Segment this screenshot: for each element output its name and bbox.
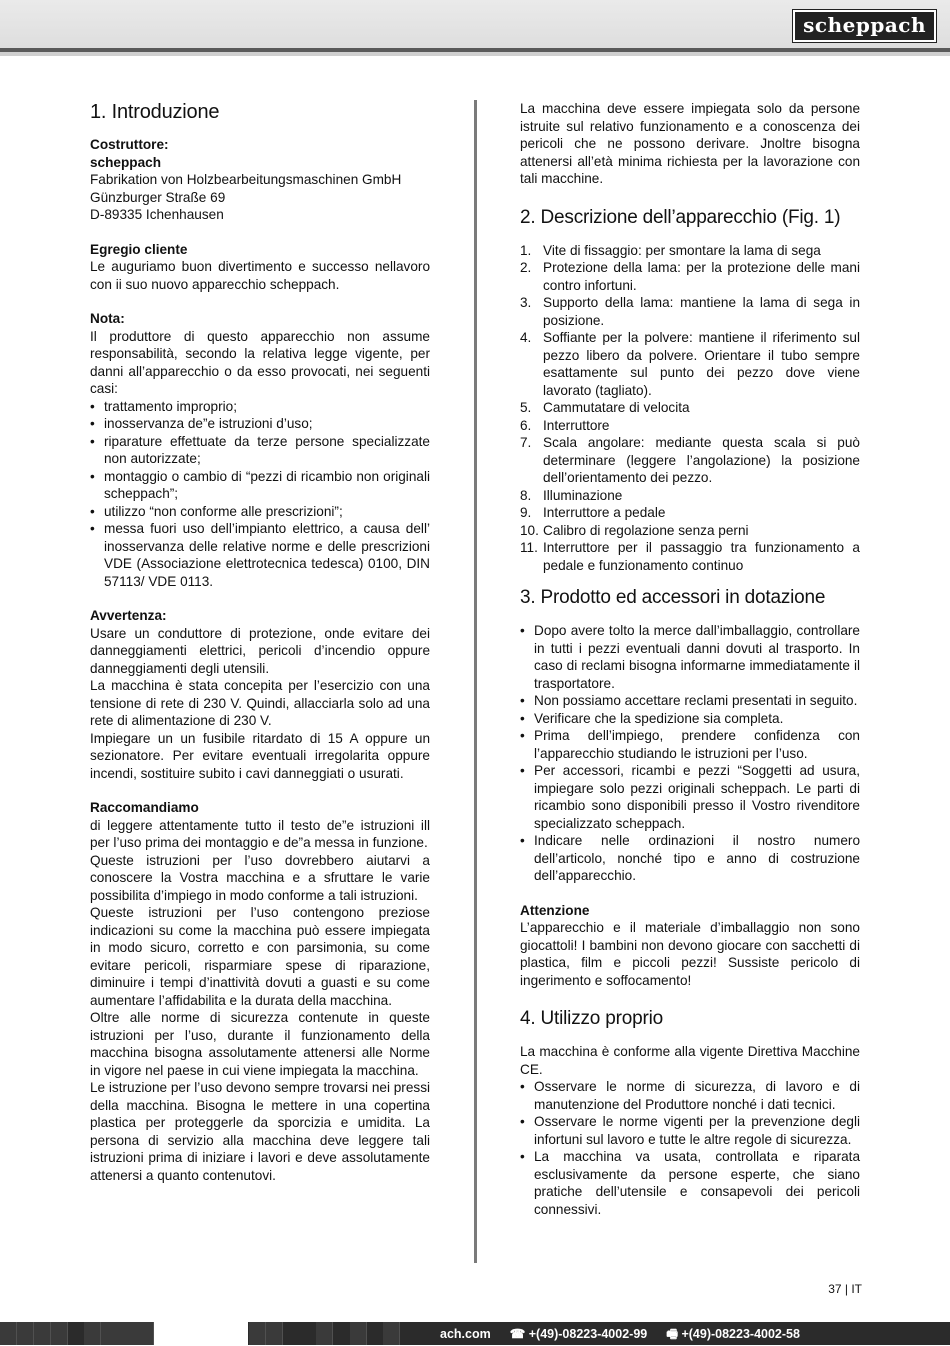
recommend-paragraph: Oltre alle norme di sicurezza contenute in queste istruzioni per l’uso, durante il funzionamento della macchina bisogna assolutamente attenersi alle Norme in vigore nel paese in cui viene impiegata la macchina. [90,1010,430,1078]
list-item: • montaggio o cambio di “pezzi di ricambio non originali scheppach”; [90,468,430,503]
list-item: 11. Interruttore per il passaggio tra funzionamento a pedale e funzionamento continuo [520,540,860,573]
brand-logo: scheppach [793,10,936,42]
list-item: • Prima dell’impiego, prendere confidenza con l’apparecchio studiando le istruzioni per l’uso. [520,727,860,762]
attention-label: Attenzione [520,902,590,918]
list-item: • La macchina va usata, controllata e riparata esclusivamente da persone esperte, che siano pratiche dell’utensile e consapevoli dei pericoli connessivi. [520,1148,860,1218]
note-list [90,398,430,591]
left-column [90,100,430,1184]
recommend-paragraph: Queste istruzioni per l’uso dovrebbero aiutarvi a conoscere la Vostra macchina e a sfruttare le varie possibilita d’impiego in modo conforme a tali istruzioni. [90,852,430,903]
parts-list [520,242,860,575]
delivery-list [520,622,860,885]
list-item: • inosservanza de”e istruzioni d’uso; [90,415,430,433]
recommend-label: Raccomandiamo [90,800,199,815]
page-number: 37 | IT [828,1282,862,1296]
address-line: Fabrikation von Holzbearbeitungsmaschinen GmbH [90,172,402,187]
list-item: • Per accessori, ricambi e pezzi “Soggetti ad usura, impiegare solo pezzi originali scheppach. Le parti di ricambio sono disponibili presso il Vostro rivenditore specializzato scheppach. [520,762,860,832]
address-line: Günzburger Straße 69 [90,189,226,205]
list-item: 8. Illuminazione [520,487,623,503]
list-item: • riparature effettuate da terze persone specializzate non autorizzate; [90,433,430,468]
intro-paragraph: La macchina deve essere impiegata solo da persone istruite sul relativo funzionamento e a conoscenza dei pericoli che ne possono derivare. Jnoltre bisogna attenersi all’età minima richiesta per la lavorazione con tali macchine. [520,101,860,186]
right-column [520,100,860,1218]
note-text: Il produttore di questo apparecchio non assume responsabilità, secondo la relativa legge vigente, per danni all’apparecchio o da esso provocati, nei seguenti casi: [90,328,430,396]
attention-text: L’apparecchio e il materiale d’imballaggio non sono giocattoli! I bambini non devono giocare con sacchetti di plastica, film e piccoli pezzi! Sussiste pericolo di ingerimento e soffocamento! [520,920,860,988]
dear-customer-text: Le auguriamo buon divertimento e successo nellavoro con ii suo nuovo apparecchio scheppach. [90,259,430,292]
list-item: • Non possiamo accettare reclami presentati in seguito. [520,692,860,710]
section-3-title: 3. Prodotto ed accessori in dotazione [520,587,826,608]
recommend-paragraph: Le istruzione per l’uso devono sempre trovarsi nei pressi della macchina. Bisogna le mettere in una copertina plastica per proteggerle da sporcizia e umidita. La persona di servizio alla macchina deve leggere tali istruzioni prima di iniziare i lavori e deve assolutamente attenersi a quanto contenutovi. [90,1080,431,1183]
list-item: • utilizzo “non conforme alle prescrizioni”; [90,503,430,521]
list-item: • Dopo avere tolto la merce dall’imballaggio, controllare in tutti i pezzi eventuali danni dovuti al trasporto. In caso di reclami bisogna informarne immediatamente il trasportatore. [520,622,860,692]
list-item: • trattamento improprio; [90,398,430,416]
warning-paragraph: Impiegare un un fusibile ritardato di 15 A oppure un sezionatore. Per evitare eventuali irregolarita oppure incendi, sostituire subito i cavi danneggiati o usurati. [90,730,430,781]
list-item: • Osservare le norme di sicurezza, di lavoro e di manutenzione del Produttore nonché i dati tecnici. [520,1078,860,1113]
section-2-title: 2. Descrizione dell’apparecchio (Fig. 1) [520,206,841,228]
list-item: • messa fuori uso dell’impianto elettrico, a causa dell’ inosservanza delle relative norme e delle prescrizioni VDE (Associazione elettrotecnica tedesca) 0100, DIN 57113/ VDE 0113. [90,520,430,590]
warning-paragraph: La macchina è stata concepita per l’esercizio con una tensione di rete di 230 V. Quindi, allacciarla solo ad una rete di alimentazione di 230 V. [90,678,430,728]
header-bar [0,0,950,52]
list-item: 7. Scala angolare: mediante questa scala si può determinare (leggere l’angolazione) la posizione dell’orientamento dei pezzo. [520,435,860,485]
address-line: D-89335 Ichenhausen [90,207,224,222]
recommend-paragraph: di leggere attentamente tutto il testo de”e istruzioni ill per l’uso prima dei montaggio e de”a messa in funzione. [90,817,430,850]
list-item: • Indicare nelle ordinazioni il nostro numero dell’articolo, nonché tipo e anno di costruzione dell’apparecchio. [520,832,860,885]
usage-intro: La macchina è conforme alla vigente Direttiva Macchine CE. [520,1044,860,1077]
website-link[interactable]: ach.com [440,1327,491,1341]
footer-bar [0,1322,950,1345]
list-item: 3. Supporto della lama: mantiene la lama di sega in posizione. [520,295,860,328]
section-4-title: 4. Utilizzo proprio [520,1008,663,1029]
list-item: • Osservare le norme vigenti per la prevenzione degli infortuni sul lavoro e tutte le altre regole di sicurezza. [520,1113,860,1148]
fax-number: 🖷 +(49)-08223-4002-58 [666,1327,800,1341]
list-item: 1. Vite di fissaggio: per smontare la lama di sega [520,242,821,258]
phone-number: ☎ +(49)-08223-4002-99 [509,1327,648,1341]
warning-label: Avvertenza: [90,608,167,623]
list-item: 2. Protezione della lama: per la protezione delle mani contro infortuni. [520,260,860,293]
manufacturer-label: Costruttore: [90,137,169,152]
usage-list [520,1078,860,1218]
footer-contact [440,1325,800,1346]
list-item: 4. Soffiante per la polvere: mantiene il riferimento sul pezzo libero da polvere. Orientare il tubo sempre esattamente sul punto dei pezzo dove viene lavorato (tagliato). [520,330,860,398]
list-item: 6. Interruttore [520,417,610,433]
footer-white-block [154,1322,248,1345]
warning-paragraph: Usare un conduttore di protezione, onde evitare dei danneggiamenti elettrici, pericoli d’incendio oppure danneggiamenti degli utensili. [90,625,430,676]
section-1-title: 1. Introduzione [90,101,220,123]
list-item: 5. Cammutatare di velocita [520,400,690,415]
list-item: • Verificare che la spedizione sia completa. [520,710,860,728]
note-label: Nota: [90,311,125,326]
column-divider [474,100,477,1263]
list-item: 9. Interruttore a pedale [520,505,666,520]
dear-customer-label: Egregio cliente [90,241,188,257]
list-item: 10. Calibro di regolazione senza perni [520,522,749,538]
recommend-paragraph: Queste istruzioni per l’uso contengono preziose indicazioni su come la macchina può essere impiegata in modo sicuro, corretto e con parsimonia, su come evitare pericoli, risparmiare spese di riparazione, diminuire i tempi d’inattività dovuti a guasti e su come aumentare l’affidabilita e la durata della macchina. [90,905,430,1008]
manufacturer-name: scheppach [90,154,162,170]
